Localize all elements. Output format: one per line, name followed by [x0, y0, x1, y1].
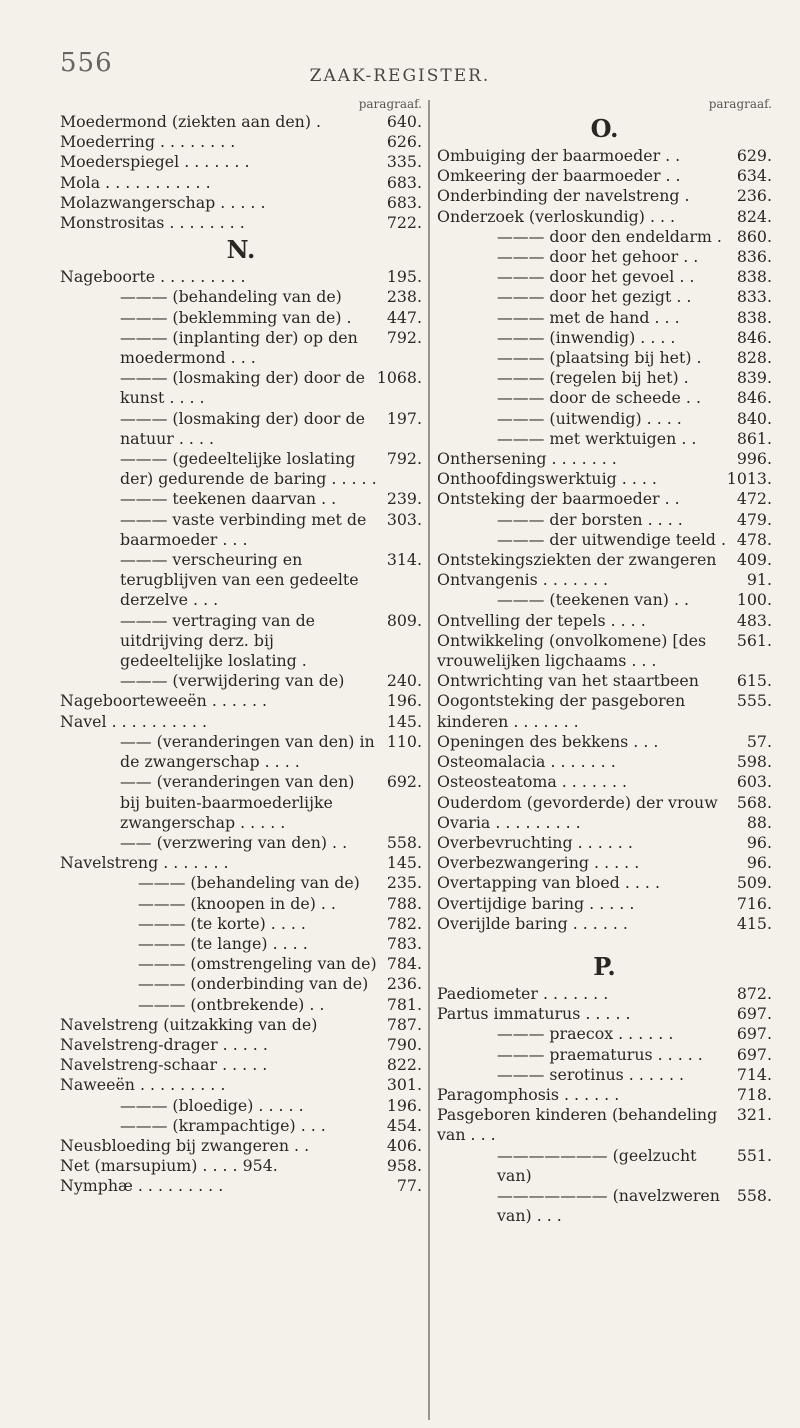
entry-paragraph-number: 409.: [736, 550, 772, 570]
entry-term: Navelstreng . . . . . . .: [60, 853, 229, 873]
entry-term: ——— (beklemming van de) .: [120, 307, 352, 327]
entry-paragraph-number: 718.: [736, 1084, 772, 1104]
index-entry: [437, 691, 772, 731]
index-entry: [60, 267, 422, 287]
entry-term: ——— (gedeeltelijke loslating der) gedurende de baring . . . . .: [120, 449, 377, 489]
entry-term: Nymphæ . . . . . . . . .: [60, 1176, 224, 1196]
index-entry: [437, 873, 772, 893]
entry-paragraph-number: 100.: [736, 590, 772, 610]
page-number: 556: [60, 48, 113, 78]
left-top-entries: [60, 112, 422, 233]
index-entry: [60, 833, 422, 853]
entry-paragraph-number: 996.: [736, 449, 772, 469]
entry-term: Net (marsupium) . . . . 954.: [60, 1156, 278, 1176]
entry-paragraph-number: 454.: [386, 1115, 422, 1135]
entry-paragraph-number: 88.: [746, 812, 772, 832]
entry-paragraph-number: 716.: [736, 893, 772, 913]
index-entry: [437, 813, 772, 833]
entry-term: ——— door het gehoor . .: [497, 247, 699, 267]
index-entry: [60, 489, 422, 509]
entry-term: —— (verzwering van den) . .: [120, 832, 348, 852]
entry-term: Moederspiegel . . . . . . .: [60, 152, 250, 172]
index-entry: [60, 449, 422, 489]
index-entry: [437, 530, 772, 550]
p-entries: [437, 984, 772, 1226]
index-entry: [60, 409, 422, 449]
entry-term: ——— (inwendig) . . . .: [497, 327, 676, 347]
entry-paragraph-number: 846.: [736, 327, 772, 347]
entry-term: Ombuiging der baarmoeder . .: [437, 146, 681, 165]
index-entry: [60, 308, 422, 328]
entry-term: ——— der uitwendige teeld .: [497, 529, 726, 549]
entry-term: ——— vertraging van de uitdrijving derz. bij gedeeltelijke loslating .: [120, 610, 316, 671]
entry-term: Onderbinding der navelstreng .: [437, 186, 690, 206]
index-entry: [60, 132, 422, 152]
index-entry: [437, 732, 772, 752]
entry-paragraph-number: 238.: [386, 287, 422, 307]
entry-term: Overtapping van bloed . . . .: [437, 873, 660, 893]
entry-term: Onthoofdingswerktuig . . . .: [437, 469, 657, 489]
entry-paragraph-number: 236.: [386, 974, 422, 994]
entry-paragraph-number: 472.: [736, 489, 772, 509]
index-entry: [437, 984, 772, 1004]
index-entry: [60, 671, 422, 691]
entry-term: ——— (ontbrekende) . .: [138, 994, 325, 1014]
entry-term: Nageboorteweeën . . . . . .: [60, 691, 268, 711]
paragraph-label: paragraaf.: [708, 97, 772, 111]
entry-term: ——— door den endeldarm .: [497, 226, 722, 246]
entry-term: Ontwikkeling (onvolkomene) [des vrouwelijken ligchaams . . .: [437, 630, 707, 671]
index-entry: [437, 1045, 772, 1065]
index-entry: [437, 793, 772, 813]
index-entry: [437, 752, 772, 772]
index-entry: [60, 1116, 422, 1136]
entry-paragraph-number: 110.: [386, 731, 422, 751]
index-entry: [60, 1136, 422, 1156]
index-entry: [60, 1035, 422, 1055]
index-entry: [437, 308, 772, 328]
entry-paragraph-number: 615.: [736, 671, 772, 691]
entry-paragraph-number: 640.: [386, 112, 422, 131]
index-entry: [60, 934, 422, 954]
index-entry: [437, 1004, 772, 1024]
entry-term: —— (veranderingen van den) in de zwangerschap . . . .: [120, 731, 375, 772]
index-entry: [437, 894, 772, 914]
entry-paragraph-number: 697.: [736, 1044, 772, 1064]
index-entry: [437, 287, 772, 307]
entry-term: ——— met de hand . . .: [497, 307, 680, 327]
index-entry: [437, 449, 772, 469]
entry-term: ——— (plaatsing bij het) .: [497, 348, 702, 368]
column-divider: [428, 100, 430, 1420]
entry-paragraph-number: 145.: [386, 711, 422, 731]
entry-term: Moederring . . . . . . . .: [60, 132, 236, 152]
running-head: ZAAK-REGISTER.: [309, 66, 491, 86]
entry-term: ——— praematurus . . . . .: [497, 1044, 703, 1064]
entry-term: Openingen des bekkens . . .: [437, 731, 659, 751]
entry-paragraph-number: 561.: [736, 630, 772, 650]
entry-term: Paediometer . . . . . . .: [437, 983, 609, 1003]
entry-paragraph-number: 838.: [736, 307, 772, 327]
entry-paragraph-number: 697.: [736, 1024, 772, 1044]
entry-term: Moedermond (ziekten aan den) .: [60, 112, 322, 131]
index-entry: [437, 368, 772, 388]
entry-term: Naweeën . . . . . . . . .: [60, 1075, 226, 1095]
entry-term: ——— (bloedige) . . . . .: [120, 1095, 304, 1115]
entry-paragraph-number: 697.: [736, 1004, 772, 1024]
entry-paragraph-number: 822.: [386, 1055, 422, 1075]
index-entry: [437, 409, 772, 429]
entry-term: ——— verscheuring en terugblijven van een gedeelte derzelve . . .: [120, 550, 359, 610]
entry-paragraph-number: 683.: [386, 172, 422, 192]
entry-paragraph-number: 788.: [386, 893, 422, 913]
entry-term: ——— serotinus . . . . . .: [497, 1064, 685, 1084]
index-entry: [437, 146, 772, 166]
entry-paragraph-number: 722.: [386, 213, 422, 233]
entry-paragraph-number: 824.: [736, 206, 772, 226]
entry-term: ——— (uitwendig) . . . .: [497, 408, 682, 428]
index-entry: [60, 611, 422, 672]
index-entry: [60, 193, 422, 213]
entry-term: Ouderdom (gevorderde) der vrouw: [437, 792, 718, 812]
entry-term: Pasgeboren kinderen (behandeling van . . .: [437, 1105, 718, 1145]
index-entry: [60, 974, 422, 994]
index-entry: [60, 873, 422, 893]
entry-paragraph-number: 91.: [746, 570, 772, 590]
index-entry: [60, 691, 422, 711]
right-column: [437, 96, 772, 1226]
index-entry: [437, 671, 772, 691]
index-entry: [437, 590, 772, 610]
index-entry: [437, 1186, 772, 1226]
index-entry: [60, 112, 422, 132]
entry-term: ——— teekenen daarvan . .: [120, 489, 337, 509]
entry-term: ——— (losmaking der) door de natuur . . . .: [120, 408, 365, 448]
entry-paragraph-number: 783.: [386, 933, 422, 953]
entry-term: Navelstreng-drager . . . . .: [60, 1034, 268, 1054]
index-entry: [60, 287, 422, 307]
entry-paragraph-number: 301.: [386, 1075, 422, 1095]
entry-paragraph-number: 96.: [746, 853, 772, 873]
index-entry: [437, 429, 772, 449]
entry-paragraph-number: 236.: [736, 186, 772, 206]
entry-term: Neusbloeding bij zwangeren . .: [60, 1135, 310, 1155]
entry-term: ——————— (navelzweren van) . . .: [497, 1185, 720, 1226]
entry-paragraph-number: 196.: [386, 691, 422, 711]
index-entry: [437, 267, 772, 287]
entry-paragraph-number: 629.: [736, 146, 772, 165]
entry-paragraph-number: 872.: [736, 983, 772, 1003]
index-entry: [437, 1085, 772, 1105]
entry-term: Ontvelling der tepels . . . .: [437, 610, 646, 630]
index-entry: [60, 914, 422, 934]
index-entry: [437, 388, 772, 408]
entry-paragraph-number: 634.: [736, 166, 772, 186]
entry-term: ——— (teekenen van) . .: [497, 590, 690, 610]
entry-paragraph-number: 195.: [386, 267, 422, 287]
entry-term: ——— door de scheede . .: [497, 388, 701, 408]
entry-term: Nageboorte . . . . . . . . .: [60, 267, 246, 287]
index-entry: [60, 894, 422, 914]
entry-term: ——— (behandeling van de): [120, 287, 342, 307]
index-entry: [437, 1065, 772, 1085]
index-entry: [437, 207, 772, 227]
index-entry: [437, 186, 772, 206]
index-entry: [437, 469, 772, 489]
entry-paragraph-number: 833.: [736, 287, 772, 307]
entry-term: Onthersening . . . . . . .: [437, 449, 617, 469]
entry-paragraph-number: 626.: [386, 132, 422, 152]
entry-paragraph-number: 784.: [386, 954, 422, 974]
entry-paragraph-number: 838.: [736, 267, 772, 287]
index-entry: [437, 914, 772, 934]
entry-term: Ontstekingsziekten der zwangeren: [437, 550, 717, 570]
index-entry: [437, 570, 772, 590]
entry-term: Mola . . . . . . . . . . .: [60, 172, 211, 192]
entry-paragraph-number: 860.: [736, 226, 772, 246]
entry-term: Overtijdige baring . . . . .: [437, 893, 635, 913]
entry-paragraph-number: 568.: [736, 792, 772, 812]
entry-term: ——— (behandeling van de): [138, 873, 360, 893]
index-entry: [437, 1146, 772, 1186]
index-entry: [437, 510, 772, 530]
entry-paragraph-number: 692.: [386, 772, 422, 792]
entry-paragraph-number: 197.: [386, 408, 422, 428]
entry-term: ——————— (geelzucht van): [497, 1145, 697, 1185]
n-entries: [60, 267, 422, 1196]
entry-paragraph-number: 792.: [386, 449, 422, 469]
entry-paragraph-number: 77.: [396, 1176, 422, 1196]
entry-paragraph-number: 836.: [736, 247, 772, 267]
entry-paragraph-number: 240.: [386, 671, 422, 691]
entry-term: Overijlde baring . . . . . .: [437, 913, 628, 933]
entry-paragraph-number: 792.: [386, 327, 422, 347]
entry-term: Onderzoek (verloskundig) . . .: [437, 206, 676, 226]
entry-term: Partus immaturus . . . . .: [437, 1004, 631, 1024]
index-entry: [60, 732, 422, 772]
entry-term: Ovaria . . . . . . . . .: [437, 812, 581, 832]
entry-paragraph-number: 781.: [386, 994, 422, 1014]
entry-term: Ontvangenis . . . . . . .: [437, 570, 609, 590]
entry-term: Oogontsteking der pasgeboren kinderen . . . . . . .: [437, 691, 686, 731]
entry-term: ——— met werktuigen . .: [497, 428, 697, 448]
entry-paragraph-number: 335.: [386, 152, 422, 172]
entry-term: ——— (knoopen in de) . .: [138, 893, 336, 913]
entry-term: Navelstreng-schaar . . . . .: [60, 1055, 268, 1075]
entry-paragraph-number: 840.: [736, 408, 772, 428]
entry-term: Ontwrichting van het staartbeen: [437, 671, 699, 691]
index-entry: [60, 995, 422, 1015]
entry-term: ——— praecox . . . . . .: [497, 1024, 674, 1044]
index-entry: [60, 712, 422, 732]
entry-term: ——— (verwijdering van de): [120, 671, 345, 691]
entry-term: ——— der borsten . . . .: [497, 509, 683, 529]
entry-paragraph-number: 828.: [736, 348, 772, 368]
index-entry: [60, 328, 422, 368]
entry-paragraph-number: 145.: [386, 853, 422, 873]
entry-paragraph-number: 683.: [386, 192, 422, 212]
entry-paragraph-number: 603.: [736, 772, 772, 792]
entry-term: ——— (te korte) . . . .: [138, 913, 306, 933]
entry-term: Overbezwangering . . . . .: [437, 853, 640, 873]
index-entry: [437, 247, 772, 267]
index-entry: [437, 166, 772, 186]
index-entry: [437, 772, 772, 792]
entry-term: Ontsteking der baarmoeder . .: [437, 489, 680, 509]
index-entry: [60, 152, 422, 172]
entry-paragraph-number: 558.: [736, 1185, 772, 1205]
entry-term: Omkeering der baarmoeder . .: [437, 166, 681, 186]
index-entry: [437, 348, 772, 368]
o-entries: [437, 146, 772, 934]
index-entry: [60, 1075, 422, 1095]
index-entry: [60, 1176, 422, 1196]
entry-term: Monstrositas . . . . . . . .: [60, 213, 245, 233]
entry-paragraph-number: 303.: [386, 509, 422, 529]
entry-term: —— (veranderingen van den) bij buiten-baarmoederlijke zwangerschap . . . . .: [120, 772, 355, 832]
entry-paragraph-number: 57.: [746, 731, 772, 751]
index-entry: [437, 227, 772, 247]
entry-term: Osteomalacia . . . . . . .: [437, 752, 616, 772]
entry-term: Molazwangerschap . . . . .: [60, 192, 266, 212]
entry-term: ——— door het gevoel . .: [497, 267, 695, 287]
entry-paragraph-number: 958.: [386, 1156, 422, 1176]
entry-paragraph-number: 447.: [386, 307, 422, 327]
index-entry: [60, 368, 422, 408]
entry-paragraph-number: 861.: [736, 428, 772, 448]
index-entry: [437, 1024, 772, 1044]
section-letter-o: O.: [590, 114, 619, 143]
entry-paragraph-number: 782.: [386, 913, 422, 933]
entry-paragraph-number: 555.: [736, 691, 772, 711]
entry-paragraph-number: 558.: [386, 832, 422, 852]
index-entry: [60, 1055, 422, 1075]
index-entry: [60, 1156, 422, 1176]
entry-paragraph-number: 509.: [736, 873, 772, 893]
entry-term: ——— vaste verbinding met de baarmoeder . . .: [120, 509, 367, 549]
entry-paragraph-number: 839.: [736, 368, 772, 388]
entry-term: ——— (omstrengeling van de): [138, 954, 377, 974]
index-entry: [60, 550, 422, 611]
entry-paragraph-number: 846.: [736, 388, 772, 408]
index-entry: [437, 631, 772, 671]
entry-paragraph-number: 235.: [386, 873, 422, 893]
index-entry: [60, 772, 422, 833]
entry-paragraph-number: 415.: [736, 913, 772, 933]
left-column: [60, 96, 422, 1197]
index-entry: [60, 954, 422, 974]
entry-paragraph-number: 314.: [386, 550, 422, 570]
index-entry: [437, 611, 772, 631]
entry-paragraph-number: 239.: [386, 489, 422, 509]
index-entry: [437, 550, 772, 570]
entry-paragraph-number: 321.: [736, 1105, 772, 1125]
entry-paragraph-number: 478.: [736, 529, 772, 549]
entry-term: Overbevruchting . . . . . .: [437, 832, 633, 852]
index-entry: [60, 1096, 422, 1116]
entry-paragraph-number: 1013.: [726, 469, 772, 489]
index-entry: [60, 510, 422, 550]
entry-term: ——— (inplanting der) op den moedermond . . .: [120, 327, 358, 368]
entry-paragraph-number: 790.: [386, 1034, 422, 1054]
index-entry: [437, 833, 772, 853]
index-entry: [437, 1105, 772, 1145]
entry-paragraph-number: 787.: [386, 1014, 422, 1034]
entry-paragraph-number: 598.: [736, 752, 772, 772]
entry-paragraph-number: 714.: [736, 1064, 772, 1084]
entry-term: ——— (krampachtige) . . .: [120, 1115, 326, 1135]
entry-term: Paragomphosis . . . . . .: [437, 1084, 620, 1104]
entry-term: ——— (te lange) . . . .: [138, 933, 308, 953]
section-letter-p: P.: [593, 951, 616, 981]
paragraph-label: paragraaf.: [358, 97, 422, 111]
index-entry: [60, 173, 422, 193]
entry-paragraph-number: 551.: [736, 1145, 772, 1165]
entry-term: Osteosteatoma . . . . . . .: [437, 772, 628, 792]
entry-term: Navel . . . . . . . . . .: [60, 711, 207, 731]
index-entry: [437, 328, 772, 348]
section-letter-n: N.: [226, 235, 256, 265]
entry-paragraph-number: 406.: [386, 1135, 422, 1155]
entry-term: ——— (regelen bij het) .: [497, 368, 689, 388]
index-entry: [437, 853, 772, 873]
entry-term: ——— (losmaking der) door de kunst . . . .: [120, 368, 365, 408]
entry-term: Navelstreng (uitzakking van de): [60, 1014, 318, 1034]
index-entry: [437, 489, 772, 509]
entry-paragraph-number: 96.: [746, 832, 772, 852]
entry-paragraph-number: 483.: [736, 610, 772, 630]
entry-term: ——— (onderbinding van de): [138, 974, 369, 994]
entry-paragraph-number: 196.: [386, 1095, 422, 1115]
entry-paragraph-number: 809.: [386, 610, 422, 630]
entry-paragraph-number: 479.: [736, 509, 772, 529]
index-entry: [60, 213, 422, 233]
entry-term: ——— door het gezigt . .: [497, 287, 692, 307]
index-entry: [60, 853, 422, 873]
entry-paragraph-number: 1068.: [376, 368, 422, 388]
index-entry: [60, 1015, 422, 1035]
